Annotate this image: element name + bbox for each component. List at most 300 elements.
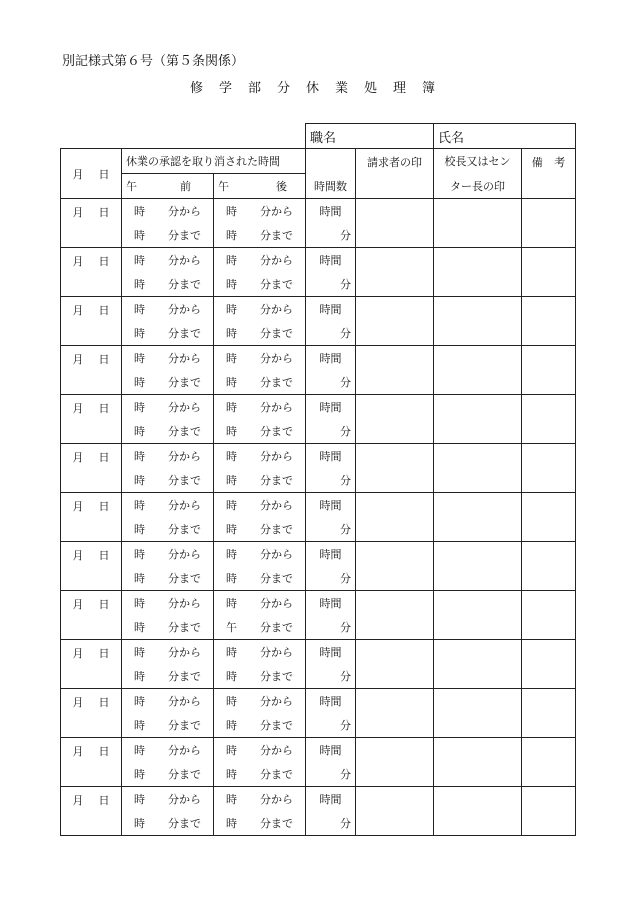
minutes-cell[interactable]: 分 xyxy=(306,370,356,395)
principal-seal-cell[interactable] xyxy=(434,346,522,395)
date-cell[interactable] xyxy=(61,199,122,248)
record-row xyxy=(61,689,576,714)
day-text: 日 xyxy=(98,745,110,758)
am-to-cell[interactable] xyxy=(122,517,214,542)
hours-cell[interactable]: 時間 xyxy=(306,297,356,322)
hour-text: 時 xyxy=(226,303,237,316)
month-text: 月 xyxy=(72,500,84,513)
pm-to-cell[interactable] xyxy=(214,566,306,591)
am-from-cell[interactable] xyxy=(122,640,214,665)
minutes-cell[interactable]: 分 xyxy=(306,762,356,787)
am-to-cell[interactable] xyxy=(122,713,214,738)
requester-seal-cell[interactable] xyxy=(356,738,434,787)
hour-text: 時 xyxy=(134,499,145,512)
header-row xyxy=(61,174,576,199)
hour-text: 時 xyxy=(226,719,237,732)
minute-from-text: 分から xyxy=(168,205,201,218)
title-char: 休 xyxy=(306,81,320,96)
record-row xyxy=(61,787,576,812)
am-to-cell[interactable] xyxy=(122,468,214,493)
minute-to-text: 分まで xyxy=(168,817,201,830)
hour-text: 時 xyxy=(226,523,237,536)
remarks-label-a: 備 xyxy=(531,156,543,169)
date-cell[interactable] xyxy=(61,738,122,787)
am-from-cell[interactable] xyxy=(122,689,214,714)
day-text: 日 xyxy=(98,794,110,807)
pm-from-cell[interactable] xyxy=(214,787,306,812)
minute-to-text: 分まで xyxy=(168,474,201,487)
requester-seal-cell[interactable] xyxy=(356,444,434,493)
minutes-cell[interactable]: 分 xyxy=(306,664,356,689)
day-text: 日 xyxy=(98,206,110,219)
hour-text: 時 xyxy=(134,817,145,830)
principal-seal-cell[interactable] xyxy=(434,297,522,346)
am-from-cell[interactable] xyxy=(122,346,214,371)
pm-from-cell[interactable] xyxy=(214,738,306,763)
month-text: 月 xyxy=(72,255,84,268)
minute-from-text: 分から xyxy=(260,499,294,512)
pm-from-cell[interactable] xyxy=(214,346,306,371)
requester-seal-cell[interactable] xyxy=(356,689,434,738)
requester-seal-header: 請求者の印 xyxy=(356,149,434,199)
minute-from-text: 分から xyxy=(168,352,201,365)
date-cell[interactable] xyxy=(61,787,122,836)
am-to-cell[interactable] xyxy=(122,811,214,836)
month-text: 月 xyxy=(72,402,84,415)
remarks-cell[interactable] xyxy=(522,738,576,787)
minute-to-text: 分まで xyxy=(168,278,201,291)
hour-text: 時 xyxy=(226,205,237,218)
minute-to-text: 分まで xyxy=(260,523,294,536)
hour-text: 時 xyxy=(226,793,237,806)
minute-from-text: 分から xyxy=(168,597,201,610)
record-row xyxy=(61,493,576,518)
minutes-cell[interactable]: 分 xyxy=(306,517,356,542)
remarks-cell[interactable] xyxy=(522,346,576,395)
hour-text: 時 xyxy=(226,817,237,830)
day-label: 日 xyxy=(98,167,110,181)
month-text: 月 xyxy=(72,745,84,758)
pm-label-b: 後 xyxy=(276,180,288,193)
minute-to-text: 分まで xyxy=(260,670,294,683)
hour-text: 時 xyxy=(226,768,237,781)
minute-from-text: 分から xyxy=(168,254,201,267)
minute-to-text: 分まで xyxy=(260,376,294,389)
hour-text: 時 xyxy=(134,744,145,757)
requester-seal-cell[interactable] xyxy=(356,395,434,444)
date-cell[interactable] xyxy=(61,689,122,738)
pm-to-cell[interactable] xyxy=(214,468,306,493)
am-label-b: 前 xyxy=(180,180,191,193)
hours-cell[interactable]: 時間 xyxy=(306,542,356,567)
remarks-cell[interactable] xyxy=(522,248,576,297)
minutes-cell[interactable]: 分 xyxy=(306,468,356,493)
principal-seal-cell[interactable] xyxy=(434,444,522,493)
name-field[interactable]: 氏名 xyxy=(434,124,576,149)
minutes-cell[interactable]: 分 xyxy=(306,566,356,591)
day-text: 日 xyxy=(98,255,110,268)
pm-from-cell[interactable] xyxy=(214,542,306,567)
pm-to-cell[interactable] xyxy=(214,615,306,640)
date-cell[interactable] xyxy=(61,346,122,395)
hour-text: 時 xyxy=(134,670,145,683)
hours-cell[interactable]: 時間 xyxy=(306,199,356,224)
pm-from-cell[interactable] xyxy=(214,297,306,322)
am-to-cell[interactable] xyxy=(122,566,214,591)
minute-from-text: 分から xyxy=(260,401,294,414)
month-text: 月 xyxy=(72,598,84,611)
record-row xyxy=(61,738,576,763)
principal-seal-cell[interactable] xyxy=(434,542,522,591)
minute-to-text: 分まで xyxy=(168,376,201,389)
minutes-cell[interactable]: 分 xyxy=(306,811,356,836)
principal-seal-header: 校長又はセン xyxy=(434,149,522,174)
requester-seal-cell[interactable] xyxy=(356,787,434,836)
am-to-cell[interactable] xyxy=(122,370,214,395)
minute-to-text: 分まで xyxy=(260,572,294,585)
month-text: 月 xyxy=(72,696,84,709)
am-from-cell[interactable] xyxy=(122,444,214,469)
am-to-cell[interactable] xyxy=(122,223,214,248)
hours-cell[interactable]: 時間 xyxy=(306,689,356,714)
hour-text: 時 xyxy=(226,572,237,585)
hour-text: 時 xyxy=(134,719,145,732)
minute-from-text: 分から xyxy=(168,450,201,463)
principal-seal-cell[interactable] xyxy=(434,199,522,248)
date-cell[interactable] xyxy=(61,395,122,444)
pm-from-cell[interactable] xyxy=(214,591,306,616)
minute-from-text: 分から xyxy=(260,744,294,757)
hour-text: 時 xyxy=(134,548,145,561)
minute-from-text: 分から xyxy=(260,352,294,365)
month-text: 月 xyxy=(72,549,84,562)
pm-to-cell[interactable] xyxy=(214,223,306,248)
requester-seal-cell[interactable] xyxy=(356,297,434,346)
hour-text: 時 xyxy=(134,303,145,316)
remarks-header xyxy=(522,149,576,199)
hour-text: 時 xyxy=(134,474,145,487)
hour-text: 時 xyxy=(226,646,237,659)
principal-seal-cell[interactable] xyxy=(434,493,522,542)
minutes-cell[interactable]: 分 xyxy=(306,272,356,297)
hour-text: 時 xyxy=(134,376,145,389)
remarks-label-b: 考 xyxy=(554,156,566,169)
minute-from-text: 分から xyxy=(260,793,294,806)
hour-text: 時 xyxy=(226,254,237,267)
date-cell[interactable] xyxy=(61,640,122,689)
minute-from-text: 分から xyxy=(168,499,201,512)
remarks-cell[interactable] xyxy=(522,640,576,689)
hour-text: 時 xyxy=(226,474,237,487)
minutes-cell[interactable]: 分 xyxy=(306,615,356,640)
hours-cell[interactable]: 時間 xyxy=(306,591,356,616)
minute-to-text: 分まで xyxy=(260,621,294,634)
hour-text: 時 xyxy=(226,327,237,340)
hour-text: 時 xyxy=(226,548,237,561)
cancelled-time-header: 休業の承認を取り消された時間 xyxy=(122,149,306,174)
date-cell[interactable] xyxy=(61,493,122,542)
hour-text: 時 xyxy=(134,621,145,634)
hour-text: 時 xyxy=(226,670,237,683)
am-from-cell[interactable] xyxy=(122,395,214,420)
minute-to-text: 分まで xyxy=(168,327,201,340)
hour-text: 時 xyxy=(134,278,145,291)
minute-from-text: 分から xyxy=(168,695,201,708)
hour-text: 午 xyxy=(226,621,237,634)
pm-to-cell[interactable] xyxy=(214,664,306,689)
date-cell[interactable] xyxy=(61,297,122,346)
requester-seal-cell[interactable] xyxy=(356,199,434,248)
hour-text: 時 xyxy=(226,229,237,242)
month-text: 月 xyxy=(72,353,84,366)
principal-seal-cell[interactable] xyxy=(434,689,522,738)
title-char: 簿 xyxy=(422,81,436,96)
hours-header-top xyxy=(306,149,356,174)
minute-from-text: 分から xyxy=(260,205,294,218)
hour-text: 時 xyxy=(226,499,237,512)
am-from-cell[interactable] xyxy=(122,542,214,567)
month-day-header xyxy=(61,149,122,199)
am-from-cell[interactable] xyxy=(122,199,214,224)
am-from-cell[interactable] xyxy=(122,297,214,322)
page-title xyxy=(190,77,451,96)
remarks-cell[interactable] xyxy=(522,297,576,346)
title-char: 処 xyxy=(364,81,378,96)
hour-text: 時 xyxy=(226,597,237,610)
day-text: 日 xyxy=(98,598,110,611)
month-text: 月 xyxy=(72,206,84,219)
pm-to-cell[interactable] xyxy=(214,762,306,787)
hours-cell[interactable]: 時間 xyxy=(306,248,356,273)
remarks-cell[interactable] xyxy=(522,395,576,444)
hours-cell[interactable]: 時間 xyxy=(306,640,356,665)
pm-label-a: 午 xyxy=(218,180,229,193)
minute-to-text: 分まで xyxy=(260,817,294,830)
title-char: 理 xyxy=(393,81,407,96)
remarks-cell[interactable] xyxy=(522,591,576,640)
am-from-cell[interactable] xyxy=(122,493,214,518)
month-text: 月 xyxy=(72,647,84,660)
am-to-cell[interactable] xyxy=(122,321,214,346)
pm-from-cell[interactable] xyxy=(214,248,306,273)
pm-to-cell[interactable] xyxy=(214,517,306,542)
hours-cell[interactable]: 時間 xyxy=(306,395,356,420)
hours-cell[interactable]: 時間 xyxy=(306,787,356,812)
am-to-cell[interactable] xyxy=(122,762,214,787)
hours-count-header: 時間数 xyxy=(306,174,356,199)
am-from-cell[interactable] xyxy=(122,591,214,616)
am-to-cell[interactable] xyxy=(122,615,214,640)
pm-from-cell[interactable] xyxy=(214,444,306,469)
hour-text: 時 xyxy=(134,793,145,806)
title-char: 部 xyxy=(248,81,262,96)
day-text: 日 xyxy=(98,696,110,709)
pm-from-cell[interactable] xyxy=(214,199,306,224)
hour-text: 時 xyxy=(134,572,145,585)
position-field[interactable]: 職名 xyxy=(306,124,434,149)
pm-header xyxy=(214,174,306,199)
title-char: 業 xyxy=(335,81,349,96)
hour-text: 時 xyxy=(226,744,237,757)
minutes-cell[interactable]: 分 xyxy=(306,419,356,444)
remarks-cell[interactable] xyxy=(522,689,576,738)
day-text: 日 xyxy=(98,500,110,513)
pm-from-cell[interactable] xyxy=(214,493,306,518)
minute-to-text: 分まで xyxy=(260,327,294,340)
pm-from-cell[interactable] xyxy=(214,395,306,420)
hour-text: 時 xyxy=(226,376,237,389)
header-row xyxy=(61,149,576,174)
month-label: 月 xyxy=(72,167,84,181)
pm-to-cell[interactable] xyxy=(214,370,306,395)
hours-cell[interactable]: 時間 xyxy=(306,346,356,371)
principal-seal-cell[interactable] xyxy=(434,248,522,297)
minute-from-text: 分から xyxy=(168,548,201,561)
date-cell[interactable] xyxy=(61,444,122,493)
minute-to-text: 分まで xyxy=(260,768,294,781)
requester-seal-cell[interactable] xyxy=(356,346,434,395)
remarks-cell[interactable] xyxy=(522,493,576,542)
month-text: 月 xyxy=(72,794,84,807)
blank-cell xyxy=(61,124,306,149)
requester-seal-cell[interactable] xyxy=(356,493,434,542)
hours-cell[interactable]: 時間 xyxy=(306,444,356,469)
pm-to-cell[interactable] xyxy=(214,321,306,346)
month-text: 月 xyxy=(72,451,84,464)
minute-from-text: 分から xyxy=(168,401,201,414)
hours-cell[interactable]: 時間 xyxy=(306,738,356,763)
title-char: 分 xyxy=(277,81,291,96)
date-cell[interactable] xyxy=(61,542,122,591)
title-char: 学 xyxy=(219,81,233,96)
am-to-cell[interactable] xyxy=(122,272,214,297)
pm-to-cell[interactable] xyxy=(214,713,306,738)
remarks-cell[interactable] xyxy=(522,787,576,836)
hour-text: 時 xyxy=(134,229,145,242)
principal-seal-cell[interactable] xyxy=(434,640,522,689)
minute-from-text: 分から xyxy=(260,548,294,561)
principal-seal-cell[interactable] xyxy=(434,395,522,444)
minute-to-text: 分まで xyxy=(168,621,201,634)
minute-to-text: 分まで xyxy=(260,474,294,487)
minute-from-text: 分から xyxy=(260,450,294,463)
record-row xyxy=(61,199,576,224)
pm-to-cell[interactable] xyxy=(214,419,306,444)
am-from-cell[interactable] xyxy=(122,738,214,763)
principal-seal-cell[interactable] xyxy=(434,738,522,787)
hour-text: 時 xyxy=(134,768,145,781)
hour-text: 時 xyxy=(226,695,237,708)
remarks-cell[interactable] xyxy=(522,199,576,248)
requester-seal-cell[interactable] xyxy=(356,640,434,689)
minute-from-text: 分から xyxy=(260,254,294,267)
minute-from-text: 分から xyxy=(260,303,294,316)
minute-from-text: 分から xyxy=(168,744,201,757)
minute-from-text: 分から xyxy=(168,793,201,806)
minute-from-text: 分から xyxy=(260,695,294,708)
pm-to-cell[interactable] xyxy=(214,811,306,836)
minute-from-text: 分から xyxy=(260,646,294,659)
am-to-cell[interactable] xyxy=(122,419,214,444)
hour-text: 時 xyxy=(134,523,145,536)
day-text: 日 xyxy=(98,647,110,660)
pm-from-cell[interactable] xyxy=(214,640,306,665)
minute-to-text: 分まで xyxy=(168,523,201,536)
minute-to-text: 分まで xyxy=(168,572,201,585)
minutes-cell[interactable]: 分 xyxy=(306,223,356,248)
hour-text: 時 xyxy=(134,646,145,659)
record-row xyxy=(61,640,576,665)
hour-text: 時 xyxy=(226,352,237,365)
hour-text: 時 xyxy=(226,450,237,463)
pm-from-cell[interactable] xyxy=(214,689,306,714)
am-label-a: 午 xyxy=(126,180,137,193)
am-from-cell[interactable] xyxy=(122,248,214,273)
minute-to-text: 分まで xyxy=(260,229,294,242)
minute-to-text: 分まで xyxy=(168,670,201,683)
hour-text: 時 xyxy=(134,450,145,463)
day-text: 日 xyxy=(98,304,110,317)
hour-text: 時 xyxy=(226,425,237,438)
record-row xyxy=(61,591,576,616)
hour-text: 時 xyxy=(134,597,145,610)
hour-text: 時 xyxy=(226,278,237,291)
requester-seal-cell[interactable] xyxy=(356,591,434,640)
pm-to-cell[interactable] xyxy=(214,272,306,297)
minute-to-text: 分まで xyxy=(260,278,294,291)
hour-text: 時 xyxy=(134,254,145,267)
remarks-cell[interactable] xyxy=(522,444,576,493)
date-cell[interactable] xyxy=(61,248,122,297)
minute-from-text: 分から xyxy=(260,597,294,610)
minutes-cell[interactable]: 分 xyxy=(306,713,356,738)
minute-from-text: 分から xyxy=(168,303,201,316)
minute-to-text: 分まで xyxy=(168,719,201,732)
am-to-cell[interactable] xyxy=(122,664,214,689)
month-text: 月 xyxy=(72,304,84,317)
principal-seal-cell[interactable] xyxy=(434,591,522,640)
requester-seal-cell[interactable] xyxy=(356,248,434,297)
principal-seal-header-line2: ター長の印 xyxy=(434,174,522,199)
minutes-cell[interactable]: 分 xyxy=(306,321,356,346)
form-reference: 別記様式第６号（第５条関係） xyxy=(62,54,245,69)
minute-from-text: 分から xyxy=(168,646,201,659)
hour-text: 時 xyxy=(134,205,145,218)
minute-to-text: 分まで xyxy=(260,719,294,732)
hours-cell[interactable]: 時間 xyxy=(306,493,356,518)
date-cell[interactable] xyxy=(61,591,122,640)
day-text: 日 xyxy=(98,451,110,464)
record-row xyxy=(61,444,576,469)
day-text: 日 xyxy=(98,549,110,562)
day-text: 日 xyxy=(98,353,110,366)
record-row xyxy=(61,395,576,420)
hour-text: 時 xyxy=(134,425,145,438)
hour-text: 時 xyxy=(134,352,145,365)
requester-seal-cell[interactable] xyxy=(356,542,434,591)
remarks-cell[interactable] xyxy=(522,542,576,591)
principal-seal-cell[interactable] xyxy=(434,787,522,836)
minute-to-text: 分まで xyxy=(168,768,201,781)
record-row xyxy=(61,346,576,371)
title-char: 修 xyxy=(190,81,204,96)
hour-text: 時 xyxy=(134,401,145,414)
am-header xyxy=(122,174,214,199)
day-text: 日 xyxy=(98,402,110,415)
minute-to-text: 分まで xyxy=(168,425,201,438)
minute-to-text: 分まで xyxy=(260,425,294,438)
am-from-cell[interactable] xyxy=(122,787,214,812)
